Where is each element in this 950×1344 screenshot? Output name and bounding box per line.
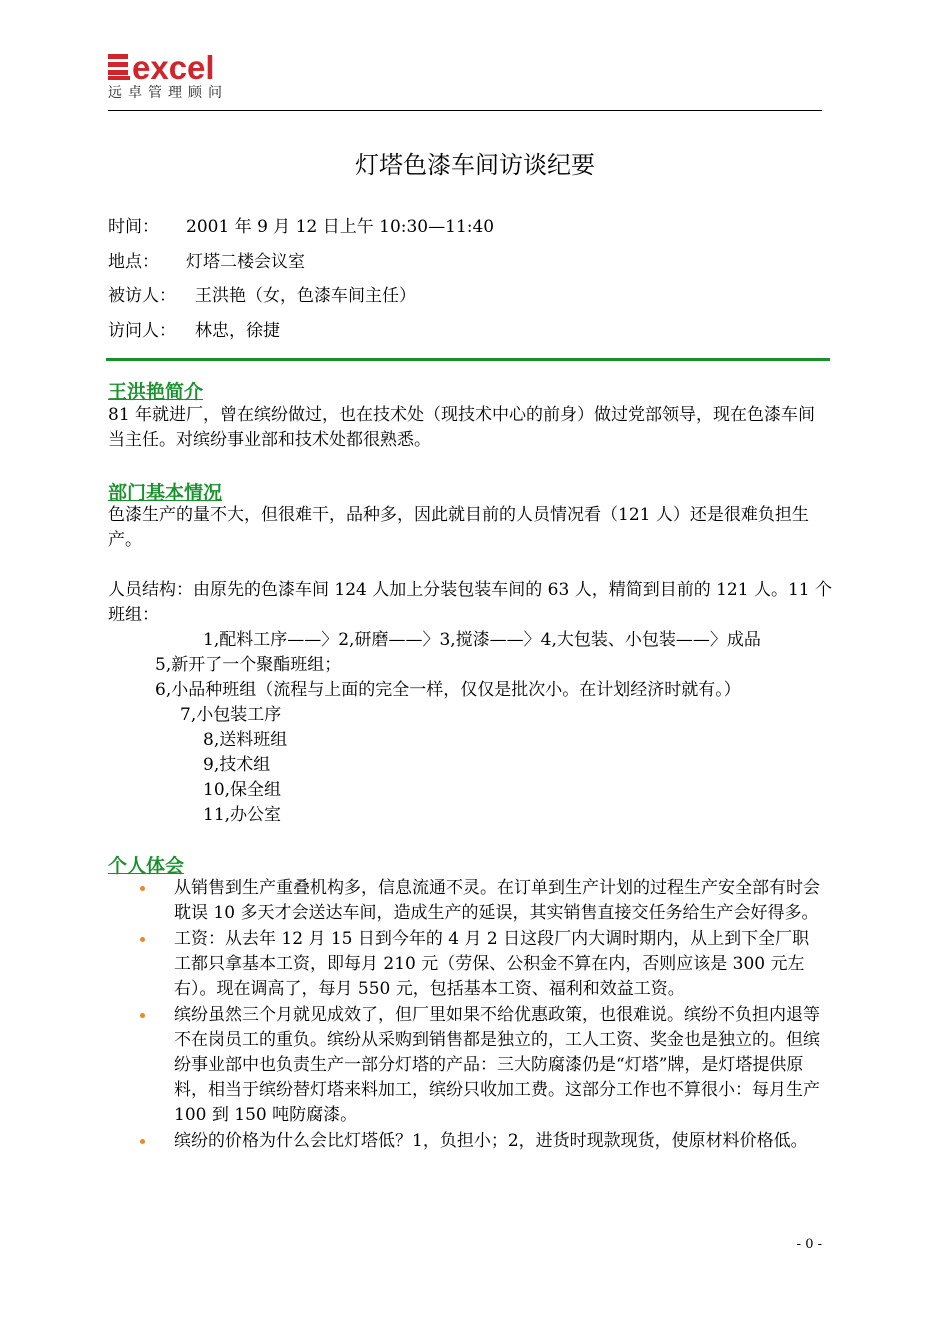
group-line: 6,小品种班组（流程与上面的完全一样，仅仅是批次小。在计划经济时就有。） — [155, 680, 741, 700]
bullet-text: 工资：从去年 12 月 15 日到今年的 4 月 2 日这段厂内大调时期内，从上到下全厂职工都只拿基本工资，即每月 210 元（劳保、公积金不算在内，否则应该是 300 元左右）。现在调高了，每月 550 元，包括基本工资、福利和效益工资。 — [174, 929, 810, 999]
document-title: 灯塔色漆车间访谈纪要 — [355, 151, 595, 179]
group-line: 5,新开了一个聚酯班组； — [155, 655, 342, 675]
meta-label: 被访人： — [108, 286, 176, 306]
group-line: 9,技术组 — [203, 755, 271, 775]
list-item — [140, 927, 826, 1002]
logo-wordmark — [108, 52, 250, 82]
dept-paragraph-1: 色漆生产的量不大，但很难干，品种多，因此就目前的人员情况看（121 人）还是很难负担生产。 — [108, 505, 809, 550]
list-item — [140, 1003, 826, 1128]
logo-subtitle: 远卓管理顾问 — [108, 85, 228, 101]
dept-paragraph-2: 人员结构：由原先的色漆车间 124 人加上分装包装车间的 63 人，精简到目前的 121 人。11 个班组： — [108, 580, 832, 625]
bullet-text: 从销售到生产重叠机构多，信息流通不灵。在订单到生产计划的过程生产安全部有时会耽误 10 多天才会送达车间，造成生产的延误，其实销售直接交任务给生产会好得多。 — [174, 878, 820, 923]
meta-value: 2001 年 9 月 12 日上午 10:30—11:40 — [186, 217, 495, 237]
group-line: 8,送料班组 — [203, 730, 288, 750]
bullet-dot-icon — [140, 937, 145, 942]
group-line: 11,办公室 — [203, 805, 282, 825]
meta-label: 时间： — [108, 217, 159, 237]
bullet-dot-icon — [140, 1013, 145, 1018]
group-line: 1,配料工序——〉2,研磨——〉3,搅漆——〉4,大包装、小包装——〉成品 — [203, 630, 761, 650]
group-line: 7,小包装工序 — [180, 705, 282, 725]
bullet-dot-icon — [140, 1139, 145, 1144]
heading-intro: 王洪艳简介 — [108, 381, 204, 403]
meta-label: 访问人： — [108, 321, 176, 341]
meta-value: 王洪艳（女，色漆车间主任） — [195, 286, 416, 306]
meta-value: 灯塔二楼会议室 — [186, 252, 305, 272]
meta-place — [108, 252, 305, 272]
logo-brand-text: excel — [132, 52, 215, 82]
meta-interviewee — [108, 286, 416, 306]
meta-label: 地点： — [108, 252, 159, 272]
bullet-dot-icon — [140, 886, 145, 891]
personal-bullet-list — [140, 876, 826, 1155]
heading-personal: 个人体会 — [108, 855, 185, 877]
heading-dept: 部门基本情况 — [108, 482, 223, 504]
list-item — [140, 1129, 826, 1154]
list-item — [140, 876, 826, 926]
group-line: 10,保全组 — [203, 780, 282, 800]
section-divider — [106, 358, 830, 361]
logo-mark — [108, 52, 250, 82]
meta-interviewer — [108, 321, 280, 341]
company-logo — [108, 52, 250, 102]
page-number: - 0 - — [796, 1237, 822, 1252]
bullet-text: 缤纷的价格为什么会比灯塔低？1，负担小；2，进货时现款现货，使原材料价格低。 — [174, 1131, 808, 1151]
meta-time — [108, 217, 494, 237]
bullet-text: 缤纷虽然三个月就见成效了，但厂里如果不给优惠政策，也很难说。缤纷不负担内退等不在岗员工的重负。缤纷从采购到销售都是独立的，工人工资、奖金也是独立的。但缤纷事业部中也负责生产一部分灯塔的产品：三大防腐漆仍是“灯塔”牌，是灯塔提供原料，相当于缤纷替灯塔来料加工，缤纷只收加工费。这部分工作也不算很小：每月生产 100 到 150 吨防腐漆。 — [174, 1005, 820, 1125]
intro-paragraph: 81 年就进厂，曾在缤纷做过，也在技术处（现技术中心的前身）做过党部领导，现在色漆车间当主任。对缤纷事业部和技术处都很熟悉。 — [108, 405, 816, 450]
header-rule — [108, 110, 822, 111]
meta-value: 林忠，徐捷 — [195, 321, 280, 341]
